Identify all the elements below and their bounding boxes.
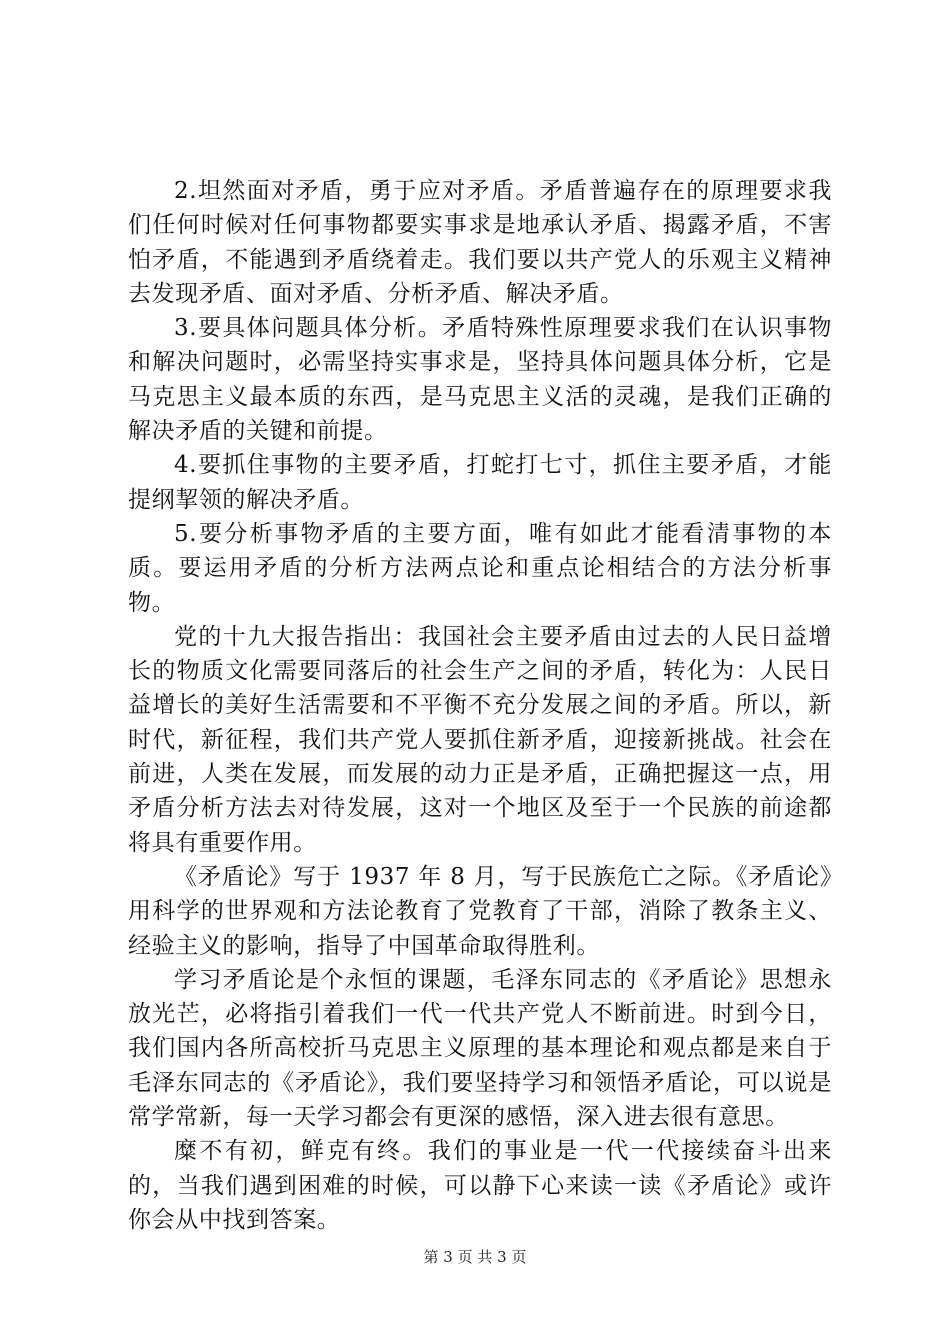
page-footer: 第 3 页 共 3 页 bbox=[423, 1248, 527, 1266]
paragraph-point-4: 4.要抓住事物的主要矛盾，打蛇打七寸，抓住主要矛盾，才能提纲挈领的解决矛盾。 bbox=[128, 452, 832, 513]
paragraph-on-contradiction-history: 《矛盾论》写于 1937 年 8 月，写于民族危亡之际。《矛盾论》用科学的世界观和方法论教育了党教育了干部，消除了教条主义、经验主义的影响，指导了中国革命取得胜利。 bbox=[128, 863, 832, 959]
paragraph-point-3: 3.要具体问题具体分析。矛盾特殊性原理要求我们在认识事物和解决问题时，必需坚持实事求是，坚持具体问题具体分析，它是马克思主义最本质的东西，是马克思主义活的灵魂，是我们正确的解决矛盾的关键和前提。 bbox=[128, 315, 832, 445]
paragraph-nineteenth-congress: 党的十九大报告指出：我国社会主要矛盾由过去的人民日益增长的物质文化需要同落后的社会生产之间的矛盾，转化为：人民日益增长的美好生活需要和不平衡不充分发展之间的矛盾。所以，新时代，新征程，我们共产党人要抓住新矛盾，迎接新挑战。社会在前进，人类在发展，而发展的动力正是矛盾，正确把握这一点，用矛盾分析方法去对待发展，这对一个地区及至于一个民族的前途都将具有重要作用。 bbox=[128, 623, 832, 856]
document-body bbox=[128, 174, 832, 1237]
paragraph-point-2: 2.坦然面对矛盾，勇于应对矛盾。矛盾普遍存在的原理要求我们任何时候对任何事物都要实事求是地承认矛盾、揭露矛盾，不害怕矛盾，不能遇到矛盾绕着走。我们要以共产党人的乐观主义精神去发现矛盾、面对矛盾、分析矛盾、解决矛盾。 bbox=[128, 178, 832, 307]
paragraph-point-5: 5.要分析事物矛盾的主要方面，唯有如此才能看清事物的本质。要运用矛盾的分析方法两点论和重点论相结合的方法分析事物。 bbox=[128, 520, 832, 616]
paragraph-study: 学习矛盾论是个永恒的课题，毛泽东同志的《矛盾论》思想永放光芒，必将指引着我们一代一代共产党人不断前进。时到今日，我们国内各所高校折马克思主义原理的基本理论和观点都是来自于毛泽东同志的《矛盾论》，我们要坚持学习和领悟矛盾论，可以说是常学常新，每一天学习都会有更深的感悟，深入进去很有意思。 bbox=[128, 966, 832, 1131]
paragraph-conclusion: 糜不有初，鲜克有终。我们的事业是一代一代接续奋斗出来的，当我们遇到困难的时候，可以静下心来读一读《矛盾论》或许你会从中找到答案。 bbox=[128, 1138, 832, 1233]
